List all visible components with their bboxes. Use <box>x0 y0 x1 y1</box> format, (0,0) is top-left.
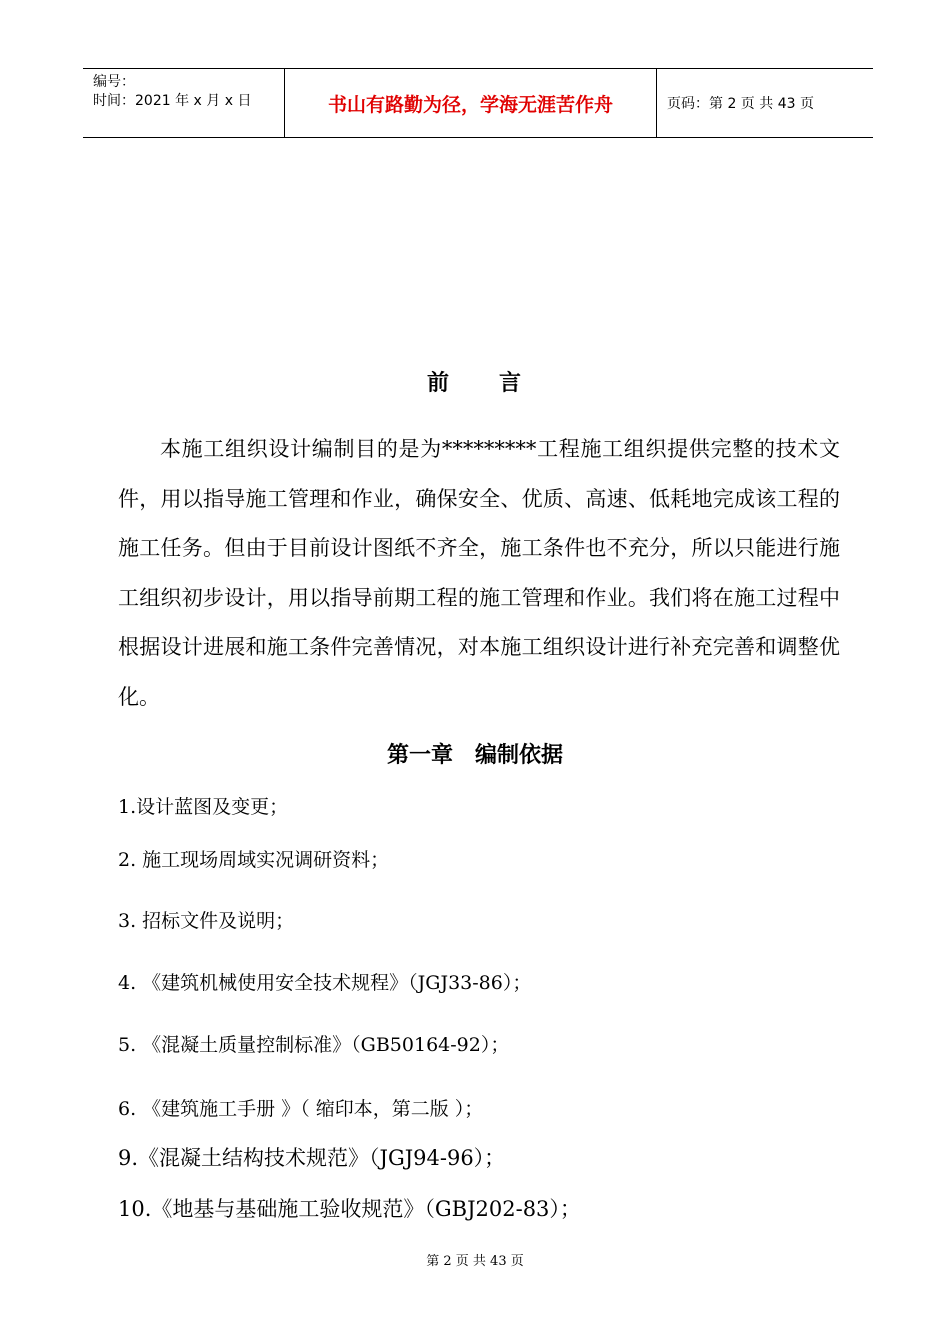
preface-title-left: 前 <box>426 371 451 396</box>
header-motto: 书山有路勤为径，学海无涯苦作舟 <box>285 69 657 137</box>
basis-item-10: 10.《地基与基础施工验收规范》（GBJ202-83）； <box>118 1197 581 1221</box>
time-label: 时间：2021 年 x 月 x 日 <box>93 93 252 109</box>
page-footer: 第 2 页 共 43 页 <box>426 1254 524 1269</box>
preface-title-right: 言 <box>499 371 524 396</box>
basis-item-3: 3. 招标文件及说明； <box>118 910 295 932</box>
number-label: 编号： <box>93 74 135 90</box>
preface-title <box>0 366 950 397</box>
basis-item-6: 6. 《建筑施工手册 》（ 缩印本，第二版 ）； <box>118 1098 484 1120</box>
header-info-cell <box>83 69 285 137</box>
basis-item-5: 5. 《混凝土质量控制标准》（GB50164-92）； <box>118 1034 510 1056</box>
basis-item-9: 9.《混凝土结构技术规范》（JGJ94-96）； <box>118 1146 506 1170</box>
preface-body: 本施工组织设计编制目的是为*********工程施工组织提供完整的技术文件，用以指导施工管理和作业，确保安全、优质、高速、低耗地完成该工程的施工任务。但由于目前设计图纸不齐全，施工条件也不充分，所以只能进行施工组织初步设计，用以指导前期工程的施工管理和作业。我们将在施工过程中根据设计进展和施工条件完善情况，对本施工组织设计进行补充完善和调整优化。 <box>118 437 840 709</box>
basis-item-1: 1.设计蓝图及变更； <box>118 796 289 818</box>
basis-item-4: 4. 《建筑机械使用安全技术规程》（JGJ33-86）； <box>118 972 532 994</box>
chapter-title: 第一章 编制依据 <box>386 743 563 768</box>
basis-item-2: 2. 施工现场周域实况调研资料； <box>118 849 390 871</box>
header-page-info: 页码：第 2 页 共 43 页 <box>667 96 814 112</box>
page-header <box>83 68 873 138</box>
